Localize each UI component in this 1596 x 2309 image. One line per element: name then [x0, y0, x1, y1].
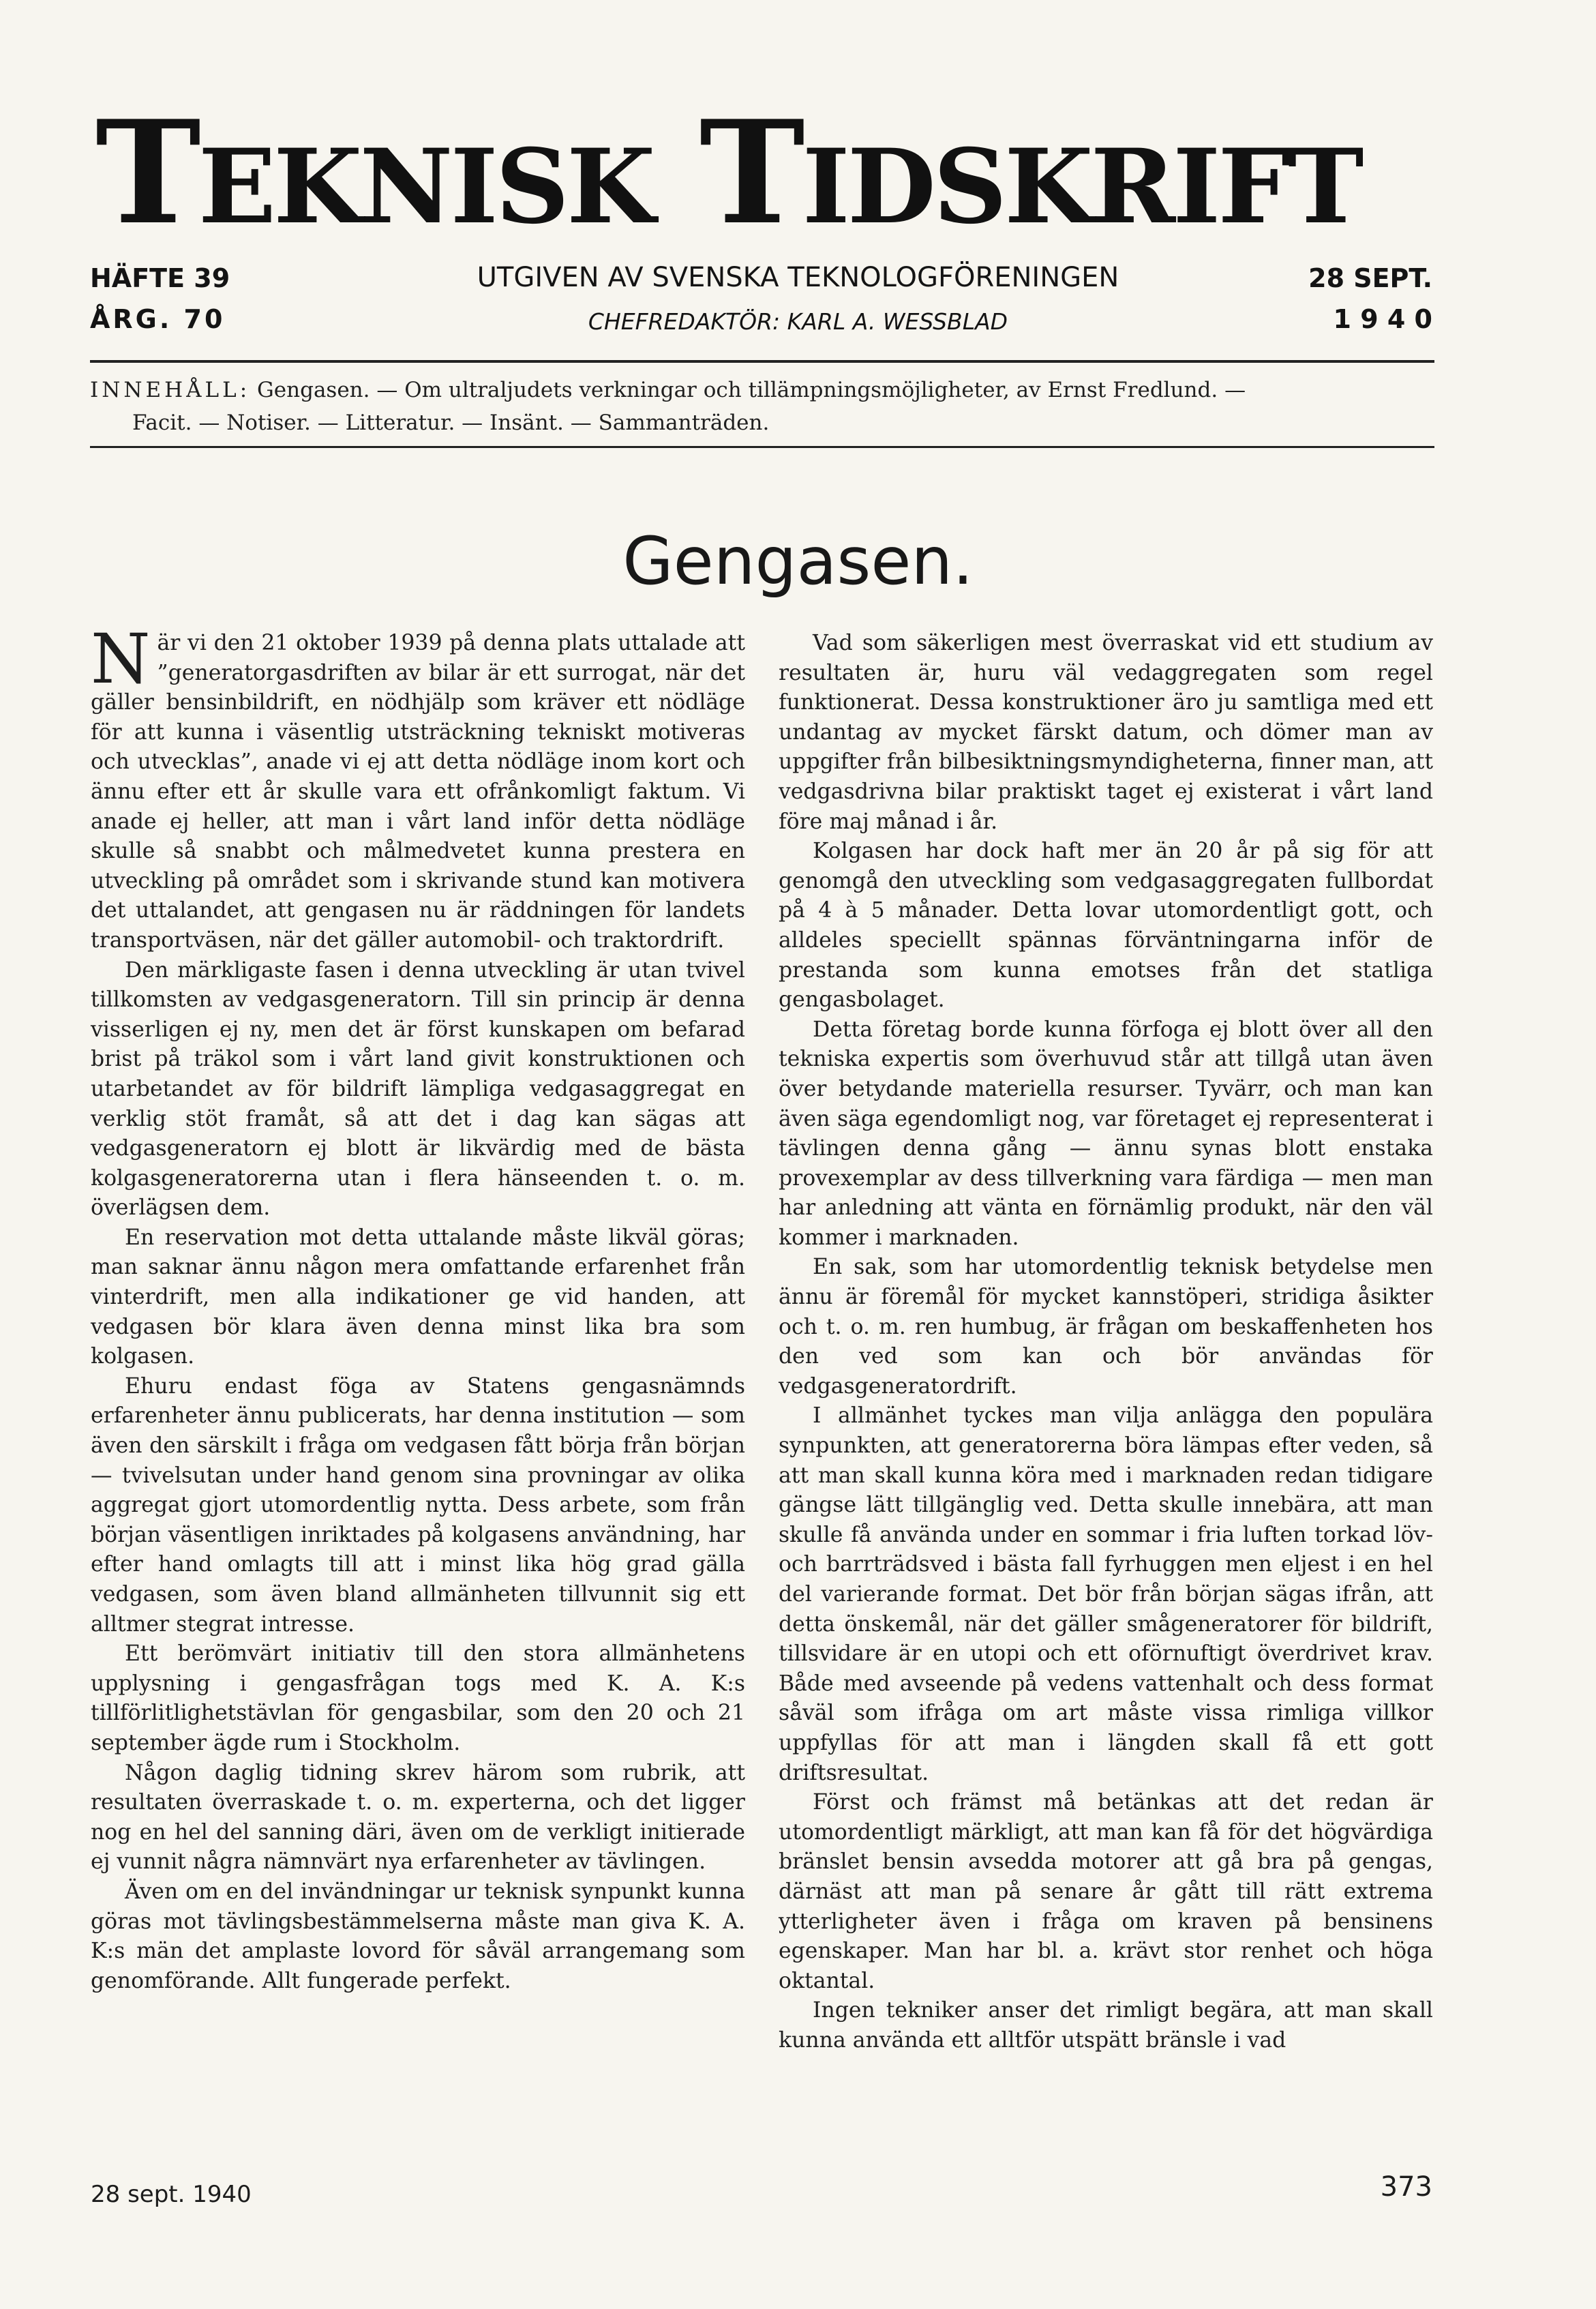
- article-paragraph: I allmänhet tyckes man vilja anlägga den populära synpunkten, att generatorerna böra lämpas efter veden, så att man skall kunna köra med i marknaden redan tidigare gängse lätt tillgänglig ved. Detta skulle innebära, att man skulle få använda under en sommar i fria luften torkad löv- och barrträdsved i bästa fall fyrhuggen men eljest i en hel del varierande format. Det bör från början sägas ifrån, att detta önskemål, när det gäller smågeneratorer för bildrift, tillsvidare är en utopi och ett oförnuftigt överdrivet krav. Både med avseende på vedens vattenhalt och dess format såväl som ifråga om art måste vissa rimliga villkor uppfyllas för att man i längden skall få ett gott driftsresultat.: [779, 1403, 1433, 1785]
- article-paragraph: Ett berömvärt initiativ till den stora allmänhetens upplysning i gengasfrågan togs med K. A. K:s tillförlitlighetstävlan för gengasbilar, som den 20 och 21 september ägde rum i Stockholm.: [91, 1641, 745, 1755]
- article-paragraph: Även om en del invändningar ur teknisk synpunkt kunna göras mot tävlingsbestämmelserna måste man giva K. A. K:s män det amplaste lovord för såväl arrangemang som genomförande. Allt fungerade perfekt.: [91, 1879, 745, 1993]
- contents-rule: [90, 446, 1434, 448]
- article-paragraph: En reservation mot detta uttalande måste likväl göras; man saknar ännu någon mera omfattande erfarenhet från vinterdrift, men alla indikationer ge vid handen, att vedgasen bör klara även denna minst lika bra som kolgasen.: [91, 1225, 745, 1369]
- article-paragraph: Ingen tekniker anser det rimligt begära, att man skall kunna använda ett alltför utspätt bränsle i vad: [779, 1998, 1433, 2053]
- contents-line-1: [90, 374, 1434, 406]
- article-paragraph: Detta företag borde kunna förfoga ej blott över all den tekniska expertis som överhuvud står att tillgå utan även över betydande materiella resurser. Tyvärr, och man kan även säga egendomligt nog, var företaget ej representerat i tävlingen denna gång — ännu synas blott enstaka provexemplar av dess tillverkning vara färdiga — men man har anledning att vänta en förnämlig produkt, när den väl kommer i marknaden.: [779, 1017, 1433, 1250]
- article-paragraph: Vad som säkerligen mest överraskat vid ett studium av resultaten är, huru väl vedaggregaten som regel funktionerat. Dessa konstruktioner äro ju samtliga med ett undantag av mycket färskt datum, och dömer man av uppgifter från bilbesiktningsmyndigheterna, finner man, att vedgasdrivna bilar praktiskt taget ej existerat i vårt land före maj månad i år.: [779, 631, 1433, 834]
- masthead-word: EKNISK: [198, 127, 653, 247]
- article-paragraph: När vi den 21 oktober 1939 på denna plats uttalade att ”generatorgasdriften av bilar är ett surrogat, när det gäller bensinbildrift, en nödhjälp som kräver ett nödläge för att kunna i väsentlig utsträckning tekniskt motiveras och utvecklas”, anade vi ej att detta nödläge inom kort och ännu efter ett år skulle vara ett ofrånkomligt faktum. Vi anade ej heller, att man i vårt land inför detta nödläge skulle så snabbt och målmedvetet kunna prestera en utveckling på området som i skrivande stund kan motivera det uttalandet, att gengasen nu är räddningen för landets transportväsen, när det gäller automobil- och traktordrift.: [91, 619, 745, 953]
- masthead-word: IDSKRIFT: [802, 127, 1361, 247]
- publisher-line: UTGIVEN AV SVENSKA TEKNOLOGFÖRENINGEN: [477, 262, 1119, 293]
- volume-number: ÅRG. 70: [90, 304, 226, 334]
- header-rule: [90, 360, 1434, 363]
- article-column-left: [91, 619, 745, 1996]
- drop-cap: N: [91, 619, 151, 699]
- article-paragraph: Ehuru endast föga av Statens gengasnämnds erfarenheter ännu publicerats, har denna institution — som även den särskilt i fråga om vedgasen fått börja från början — tvivelsutan under hand genom sina provningar av olika aggregat gjort utomordentlig nytta. Dess arbete, som från början väsentligen inriktades på kolgasens användning, har efter hand omlagts till att i minst lika hög grad gälla vedgasen, som även bland allmänheten tillvunnit sig ett alltmer stegrat intresse.: [91, 1373, 745, 1637]
- footer-date: 28 sept. 1940: [91, 2181, 252, 2208]
- masthead-letter: T: [699, 90, 802, 256]
- article-paragraph: Kolgasen har dock haft mer än 20 år på sig för att genomgå den utveckling som vedgasaggregaten fullbordat på 4 à 5 månader. Detta lovar utomordentligt gott, och alldeles speciellt spännas förväntningarna inför de prestanda som kunna emotses från det statliga gengasbolaget.: [779, 839, 1433, 1013]
- masthead-letter: T: [95, 90, 198, 256]
- issue-number: HÄFTE 39: [90, 263, 230, 293]
- contents-label: INNEHÅLL:: [90, 378, 251, 402]
- contents-items: Gengasen. — Om ultraljudets verkningar och tillämpningsmöjligheter, av Ernst Fredlund. —: [257, 378, 1246, 402]
- article-paragraph: Den märkligaste fasen i denna utveckling är utan tvivel tillkomsten av vedgasgeneratorn. Till sin princip är denna visserligen ej ny, men det är först kunskapen om befarad brist på träkol som i vårt land givit konstruktionen och utarbetandet av för bildrift lämpliga vedgasaggregat en verklig stöt framåt, så att det i dag kan sägas att vedgasgeneratorn ej blott är likvärdig med de bästa kolgasgeneratorerna utan i flera hänseenden t. o. m. överlägsen dem.: [91, 957, 745, 1221]
- table-of-contents: [90, 374, 1434, 439]
- article-paragraph: Först och främst må betänkas att det redan är utomordentligt märkligt, att man kan få för det högvärdiga bränslet bensin avsedda motorer att gå bra på gengas, därnäst att man på senare år gått till rätt extrema ytterligheter även i fråga om kraven på bensinens egenskaper. Man har bl. a. krävt stor renhet och höga oktantal.: [779, 1790, 1433, 1993]
- article-title: Gengasen.: [622, 523, 974, 599]
- article-paragraph: En sak, som har utomordentlig teknisk betydelse men ännu är föremål för mycket kannstöperi, stridiga åsikter och t. o. m. ren humbug, är frågan om beskaffenheten hos den ved som kan och bör användas för vedgasgeneratordrift.: [779, 1255, 1433, 1399]
- article-column-right: [779, 629, 1433, 2056]
- masthead-title: [95, 90, 1432, 256]
- issue-year: 1 9 4 0: [1333, 304, 1432, 334]
- editor-line: CHEFREDAKTÖR: KARL A. WESSBLAD: [588, 308, 1008, 335]
- page-number: 373: [1380, 2171, 1432, 2203]
- contents-line-2: Facit. — Notiser. — Litteratur. — Insänt. — Sammanträden.: [132, 411, 770, 435]
- issue-date: 28 SEPT.: [1308, 263, 1432, 293]
- article-paragraph: Någon daglig tidning skrev härom som rubrik, att resultaten överraskade t. o. m. experterna, och det ligger nog en hel del sanning däri, även om de verkligt initierade ej vunnit några nämnvärt nya erfarenheter av tävlingen.: [91, 1760, 745, 1875]
